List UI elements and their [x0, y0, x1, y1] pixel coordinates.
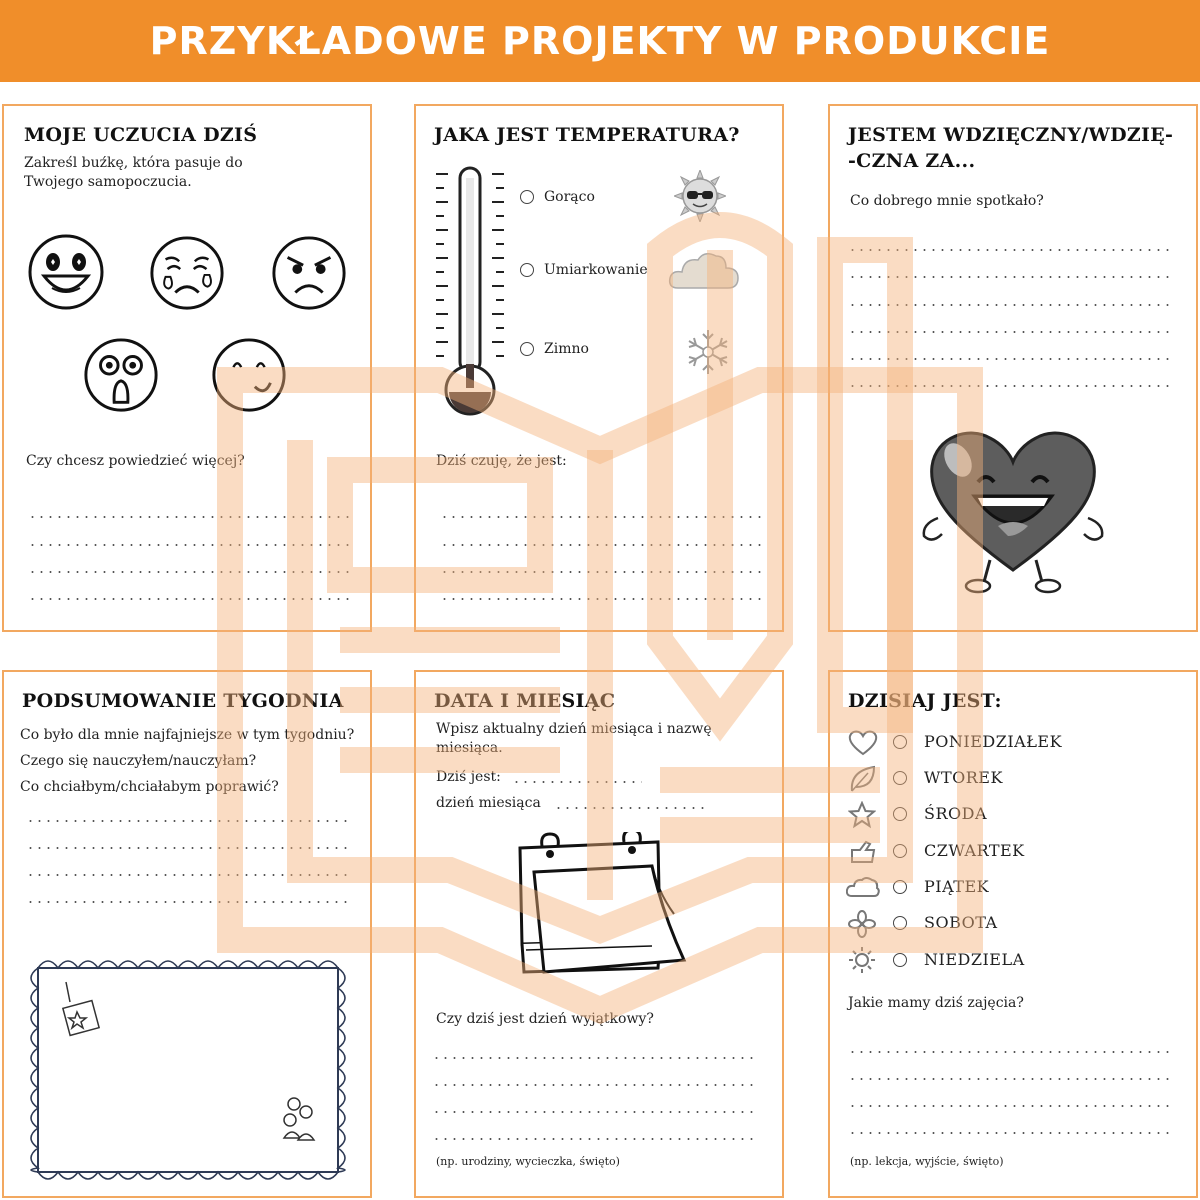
writing-line[interactable]: [432, 1111, 754, 1113]
heart-mascot-icon: [918, 420, 1108, 596]
saturday-radio[interactable]: [893, 916, 907, 930]
friday-radio[interactable]: [893, 880, 907, 894]
thermometer-icon: [432, 164, 508, 420]
writing-line[interactable]: [432, 1057, 754, 1059]
tuesday-label: WTOREK: [924, 768, 1003, 787]
writing-line[interactable]: [26, 847, 348, 849]
leaf-icon: [848, 765, 878, 793]
week-question-1: Co było dla mnie najfajniejsze w tym tygodniu?: [20, 727, 355, 743]
writing-line[interactable]: [28, 544, 350, 546]
feelings-question: Czy chcesz powiedzieć więcej?: [26, 453, 245, 469]
happy-face-icon[interactable]: [26, 232, 106, 312]
writing-line[interactable]: [26, 901, 348, 903]
writing-line[interactable]: [848, 249, 1170, 251]
temperature-title: JAKA JEST TEMPERATURA?: [434, 124, 740, 146]
week-card: [2, 670, 372, 1198]
sun-icon: [848, 946, 876, 974]
cloud-icon: [668, 246, 740, 294]
today-question: Jakie mamy dziś zajęcia?: [848, 995, 1024, 1011]
writing-line[interactable]: [848, 276, 1170, 278]
writing-line[interactable]: [848, 358, 1170, 360]
week-title: PODSUMOWANIE TYGODNIA: [22, 690, 344, 712]
feelings-card: [2, 104, 372, 632]
writing-line[interactable]: [28, 598, 350, 600]
calendar-icon: [512, 832, 692, 984]
writing-line[interactable]: [26, 820, 348, 822]
writing-line[interactable]: [26, 874, 348, 876]
tuesday-radio[interactable]: [893, 771, 907, 785]
date-hint: (np. urodziny, wycieczka, święto): [436, 1155, 620, 1168]
date-question: Czy dziś jest dzień wyjątkowy?: [436, 1011, 654, 1027]
monday-radio[interactable]: [893, 735, 907, 749]
sunday-label: NIEDZIELA: [924, 950, 1025, 969]
hand-icon: [848, 838, 878, 866]
writing-line[interactable]: [848, 331, 1170, 333]
hot-radio[interactable]: [520, 190, 534, 204]
gratitude-title-line1: JESTEM WDZIĘCZNY/WDZIĘ-: [848, 124, 1174, 146]
scared-face-icon[interactable]: [82, 336, 160, 414]
week-question-3: Co chciałbym/chciałabym poprawić?: [20, 779, 279, 795]
writing-line[interactable]: [28, 571, 350, 573]
writing-line[interactable]: [848, 1051, 1170, 1053]
mild-radio[interactable]: [520, 263, 534, 277]
temperature-question: Dziś czuję, że jest:: [436, 453, 567, 469]
notebook-icon: [63, 982, 99, 1035]
hot-label: Gorąco: [544, 189, 595, 205]
today-card: [828, 670, 1198, 1198]
writing-line[interactable]: [440, 544, 762, 546]
writing-line[interactable]: [848, 304, 1170, 306]
writing-line[interactable]: [848, 1105, 1170, 1107]
temperature-card: [414, 104, 784, 632]
gratitude-card: [828, 104, 1198, 632]
banner: [0, 0, 1200, 82]
sun-icon: [674, 170, 726, 222]
heart-icon: [848, 730, 878, 756]
writing-line[interactable]: [440, 571, 762, 573]
doodle-frame[interactable]: [22, 954, 354, 1186]
gratitude-question: Co dobrego mnie spotkało?: [850, 193, 1044, 209]
calm-face-icon[interactable]: [210, 336, 288, 414]
gratitude-title-line2: -CZNA ZA...: [848, 150, 976, 172]
angry-face-icon[interactable]: [270, 234, 348, 312]
writing-line[interactable]: [28, 516, 350, 518]
star-icon: [848, 801, 876, 829]
thursday-radio[interactable]: [893, 844, 907, 858]
friday-label: PIĄTEK: [924, 877, 990, 896]
flower-icon: [848, 910, 876, 938]
sunday-radio[interactable]: [893, 953, 907, 967]
date-card: [414, 670, 784, 1198]
writing-line[interactable]: [440, 598, 762, 600]
wednesday-radio[interactable]: [893, 807, 907, 821]
snowflake-icon: [682, 326, 734, 378]
thursday-label: CZWARTEK: [924, 841, 1025, 860]
cold-radio[interactable]: [520, 342, 534, 356]
saturday-label: SOBOTA: [924, 913, 998, 932]
writing-line[interactable]: [848, 385, 1170, 387]
banner-title: PRZYKŁADOWE PROJEKTY W PRODUKCIE: [149, 19, 1051, 63]
cloud-icon: [846, 876, 880, 898]
feelings-title: MOJE UCZUCIA DZIŚ: [24, 124, 258, 146]
date-today-label: Dziś jest:: [436, 769, 501, 785]
week-question-2: Czego się nauczyłem/nauczyłam?: [20, 753, 257, 769]
writing-line[interactable]: [432, 1084, 754, 1086]
writing-line[interactable]: [848, 1078, 1170, 1080]
monday-label: PONIEDZIAŁEK: [924, 732, 1063, 751]
writing-line[interactable]: [432, 1138, 754, 1140]
mild-label: Umiarkowanie: [544, 262, 648, 278]
day-field[interactable]: [554, 807, 704, 809]
date-instruction: Wpisz aktualny dzień miesiąca i nazwę miesiąca.: [436, 721, 712, 756]
today-hint: (np. lekcja, wyjście, święto): [850, 1155, 1004, 1168]
today-field[interactable]: [512, 781, 642, 783]
date-title: DATA I MIESIĄC: [434, 690, 616, 712]
feelings-instruction: Zakreśl buźkę, która pasuje do Twojego samopoczucia.: [24, 155, 243, 190]
kids-icon: [284, 1098, 314, 1140]
wednesday-label: ŚRODA: [924, 804, 988, 823]
cold-label: Zimno: [544, 341, 589, 357]
writing-line[interactable]: [440, 516, 762, 518]
writing-line[interactable]: [848, 1132, 1170, 1134]
today-title: DZISIAJ JEST:: [848, 690, 1002, 712]
date-day-label: dzień miesiąca: [436, 795, 541, 811]
sad-face-icon[interactable]: [148, 234, 226, 312]
